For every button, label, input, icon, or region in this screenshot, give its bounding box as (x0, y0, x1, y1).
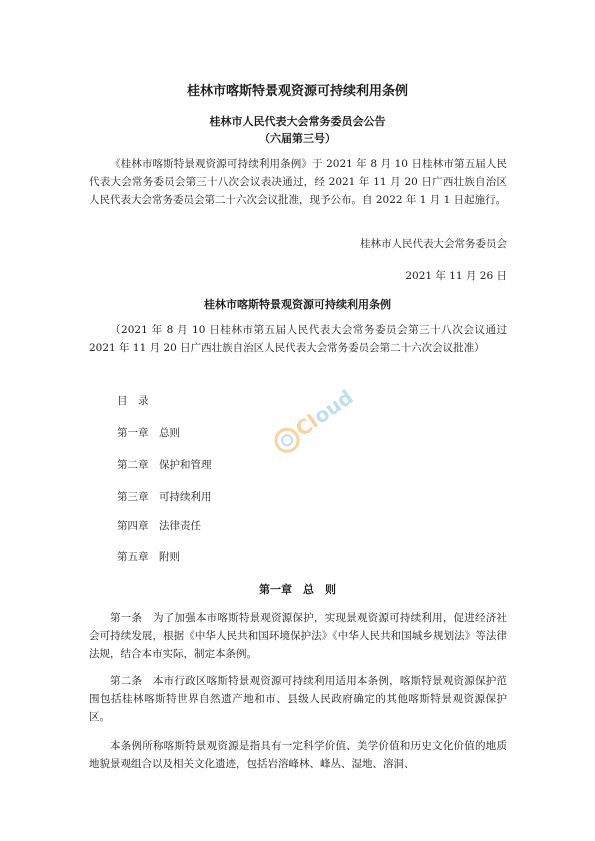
document-title: 桂林市喀斯特景观资源可持续利用条例 (186, 84, 408, 99)
toc-heading: 目 录 (117, 395, 149, 407)
toc-item: 第四章 法律责任 (117, 520, 201, 532)
regulation-title: 桂林市喀斯特景观资源可持续利用条例 (204, 298, 391, 311)
announcement-date: 2021 年 11 月 26 日 (405, 270, 507, 282)
regulation-approval-note: （2021 年 8 月 10 日桂林市第五届人民代表大会常务委员会第三十八次会议通过 2021 年 11 月 20 日广西壮族自治区人民代表大会常务委员会第二十六次会议批准） (89, 324, 507, 354)
svg-text:Cl: Cl (291, 409, 323, 442)
svg-text:oud: oud (309, 384, 358, 429)
announcement-issuer: 桂林市人民代表大会常务委员会 (360, 238, 507, 250)
article-1: 第一条 为了加强本市喀斯特景观资源保护，实现景观资源可持续利用，促进经济社会可持续发展，根据《中华人民共和国环境保护法》《中华人民共和国城乡规划法》等法律法规，结合本市实际，制定本条例。 (89, 612, 507, 660)
announcement-body: 《桂林市喀斯特景观资源可持续利用条例》于 2021 年 8 月 10 日桂林市第五届人民代表大会常务委员会第三十八次会议表决通过，经 2021 年 11 月 20 日广西壮族自治区人民代表大会常务委员会第二十六次会议批准，现予公布。自 2022 年 1 月 1 日起施行。 (89, 158, 507, 206)
toc-item: 第一章 总则 (117, 427, 180, 439)
chapter1-heading: 第一章 总 则 (259, 583, 336, 596)
article-2: 第二条 本市行政区喀斯特景观资源可持续利用适用本条例，喀斯特景观资源保护范围包括桂林喀斯特世界自然遗产地和市、县级人民政府确定的其他喀斯特景观资源保护区。 (89, 675, 507, 723)
toc-item: 第二章 保护和管理 (117, 459, 212, 471)
cloud-watermark-logo (258, 378, 358, 468)
announcement-number: （六届第三号） (259, 132, 336, 145)
toc-item: 第五章 附则 (117, 551, 180, 563)
article-2-continued: 本条例所称喀斯特景观资源是指具有一定科学价值、美学价值和历史文化价值的地质地貌景观组合以及相关文化遗迹，包括岩溶峰林、峰丛、湿地、溶洞、 (89, 740, 507, 770)
toc-item: 第三章 可持续利用 (117, 491, 212, 503)
announcement-heading: 桂林市人民代表大会常务委员会公告 (209, 115, 386, 128)
